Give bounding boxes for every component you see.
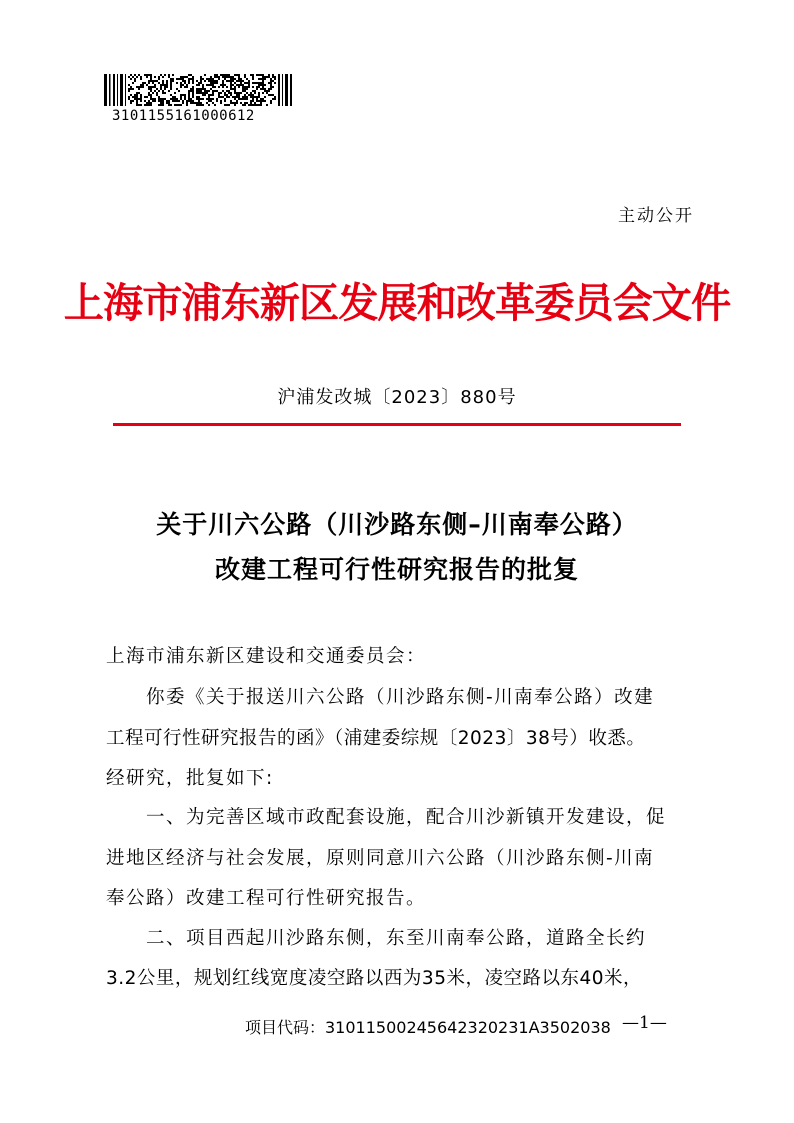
barcode	[104, 74, 292, 106]
issuing-authority-header: 上海市浦东新区发展和改革委员会文件	[63, 279, 731, 327]
paragraph-line: 二、项目西起川沙路东侧，东至川南奉公路，道路全长约	[146, 928, 647, 949]
paragraph-line: 你委《关于报送川六公路（川沙路东侧-川南奉公路）改建	[146, 687, 655, 708]
project-code: 项目代码：31011500245642320231A3502038	[245, 1018, 611, 1037]
document-title-line-2: 改建工程可行性研究报告的批复	[214, 555, 579, 584]
paragraph-line: 奉公路）改建工程可行性研究报告。	[106, 888, 427, 909]
paragraph-line: 工程可行性研究报告的函》（浦建委综规〔2023〕38号）收悉。	[106, 728, 646, 749]
paragraph-line: 3.2公里，规划红线宽度凌空路以西为35米，凌空路以东40米，	[106, 968, 643, 989]
page-number: —1—	[622, 1013, 667, 1033]
document-title-line-1: 关于川六公路（川沙路东侧–川南奉公路）	[156, 510, 638, 539]
barcode-number: 3101155161000612	[112, 108, 255, 124]
disclosure-label: 主动公开	[618, 206, 694, 226]
salutation: 上海市浦东新区建设和交通委员会：	[106, 646, 427, 667]
red-separator-line	[113, 423, 681, 426]
paragraph-line: 经研究，批复如下:	[106, 768, 274, 789]
paragraph-line: 进地区经济与社会发展，原则同意川六公路（川沙路东侧-川南	[106, 848, 655, 869]
document-number: 沪浦发改城〔2023〕880号	[277, 387, 517, 408]
paragraph-line: 一、为完善区域市政配套设施，配合川沙新镇开发建设，促	[146, 807, 667, 828]
